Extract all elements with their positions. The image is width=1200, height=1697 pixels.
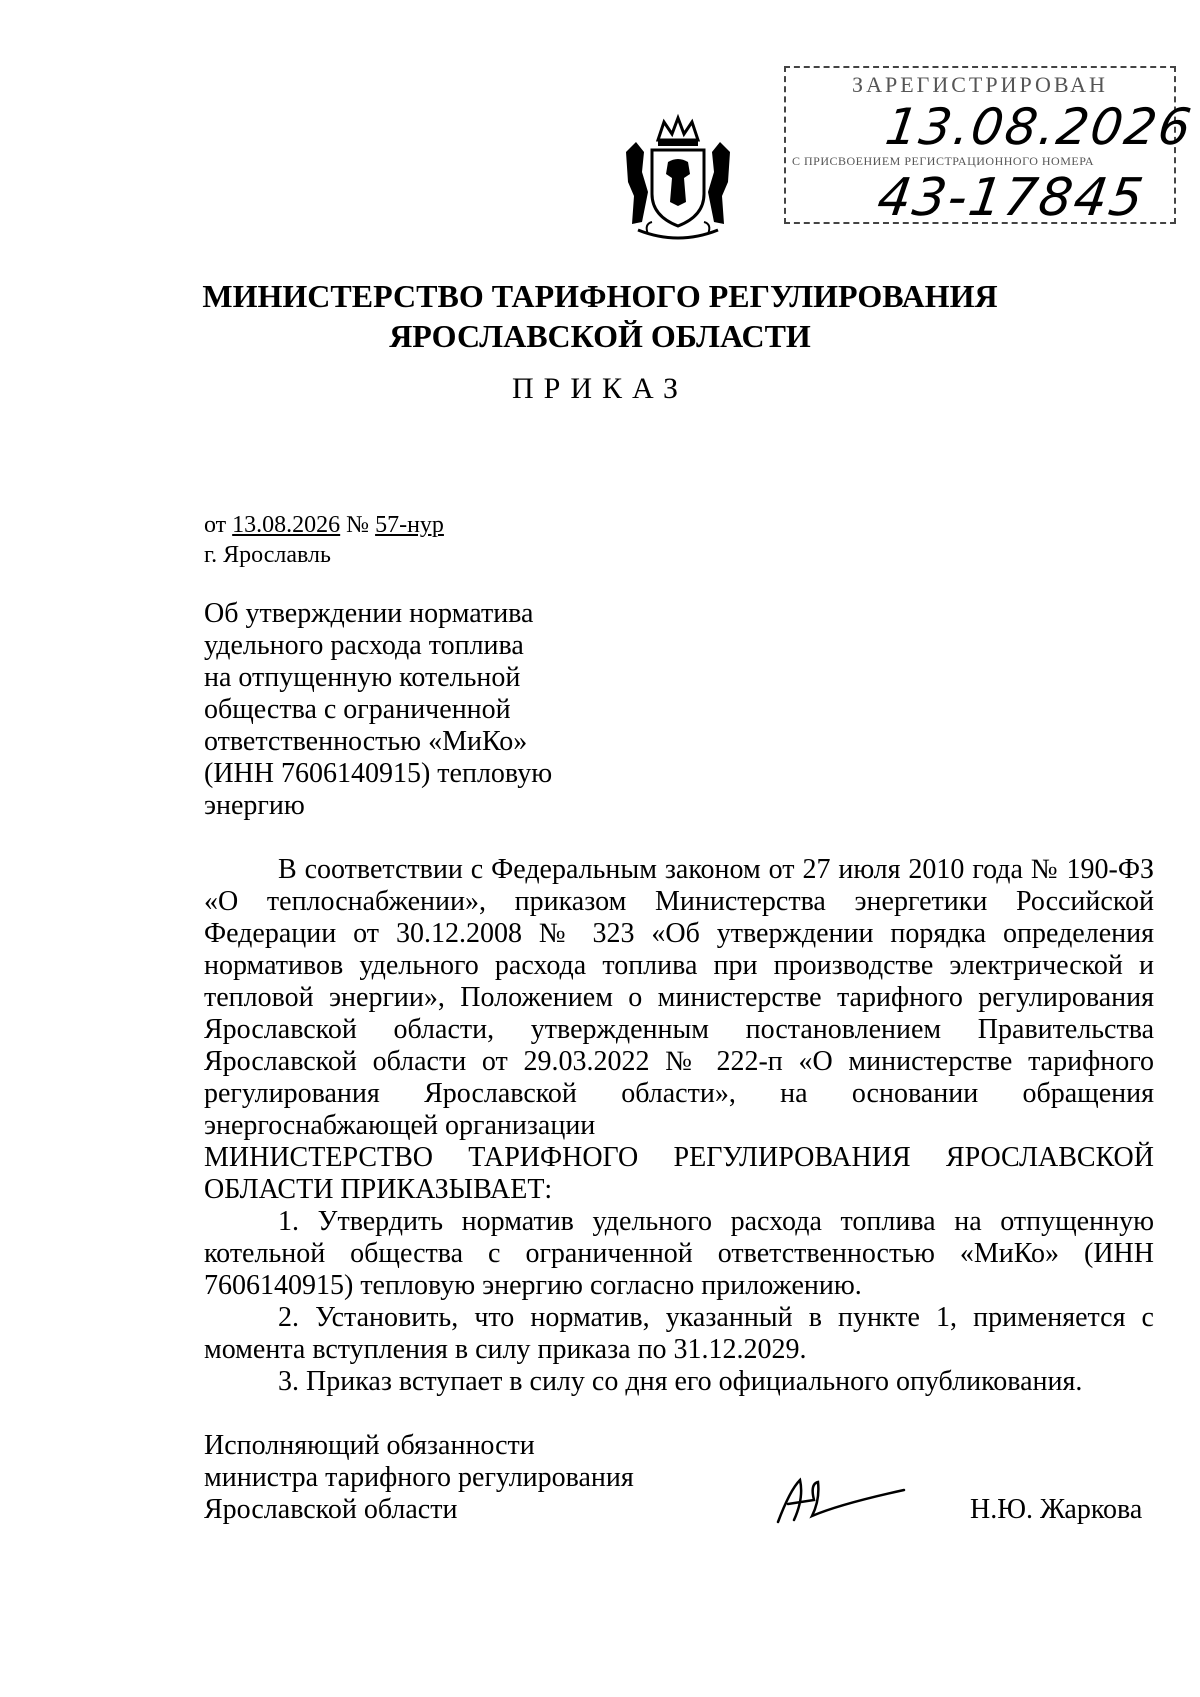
number-sign: № <box>346 512 370 538</box>
stamp-date: 13.08.2026 <box>881 98 1197 156</box>
order-item: 3. Приказ вступает в силу со дня его официального опубликования. <box>278 1366 1083 1397</box>
subject-line: общества с ограниченной <box>204 694 511 725</box>
subject-line: энергию <box>204 790 305 821</box>
date-prefix: от <box>204 512 227 538</box>
handwritten-signature-icon <box>770 1470 910 1530</box>
subject-line: (ИНН 7606140915) тепловую <box>204 758 553 789</box>
ministry-name-line2: ЯРОСЛАВСКОЙ ОБЛАСТИ <box>389 318 811 354</box>
subject-line: на отпущенную котельной <box>204 662 521 693</box>
order-date-number <box>204 510 444 540</box>
subject-line: удельного расхода топлива <box>204 630 524 661</box>
stamp-number: 43-17845 <box>873 168 1149 228</box>
registration-stamp <box>784 66 1197 228</box>
directive-paragraph: МИНИСТЕРСТВО ТАРИФНОГО РЕГУЛИРОВАНИЯ ЯРОСЛАВСКОЙ ОБЛАСТИ ПРИКАЗЫВАЕТ: <box>204 1142 1154 1205</box>
subject-line: ответственностью «МиКо» <box>204 726 528 757</box>
ministry-name-line1: МИНИСТЕРСТВО ТАРИФНОГО РЕГУЛИРОВАНИЯ <box>202 278 998 314</box>
position-line: Ярославской области <box>204 1494 458 1525</box>
order-body <box>204 854 1154 1398</box>
order-item: 2. Установить, что норматив, указанный в пункте 1, применяется с момента вступления в силу приказа по 31.12.2029. <box>204 1302 1154 1365</box>
signatory-position <box>204 1430 634 1526</box>
subject-line: Об утверждении норматива <box>204 598 534 629</box>
stamp-note: С ПРИСВОЕНИЕМ РЕГИСТРАЦИОННОГО НОМЕРА <box>792 154 1095 168</box>
coat-of-arms-icon <box>618 112 738 246</box>
order-subject <box>204 598 564 822</box>
stamp-title: ЗАРЕГИСТРИРОВАН <box>852 72 1108 97</box>
preamble-paragraph: В соответствии с Федеральным законом от 27 июля 2010 года № 190-ФЗ «О теплоснабжении», приказом Министерства энергетики Российской Федерации от 30.12.2008 № 323 «Об утверждении порядка определения нормативов удельного расхода топлива при производстве электрической и тепловой энергии», Положением о министерстве тарифного регулирования Ярославской области, утвержденным постановлением Правительства Ярославской области от 29.03.2022 № 222-п «О министерстве тарифного регулирования Ярославской области», на основании обращения энергоснабжающей организации <box>204 854 1154 1141</box>
order-number: 57-нур <box>375 512 444 538</box>
signer-name: Н.Ю. Жаркова <box>970 1494 1143 1525</box>
city: г. Ярославль <box>204 542 331 568</box>
order-date: 13.08.2026 <box>232 512 341 538</box>
position-line: министра тарифного регулирования <box>204 1462 634 1493</box>
position-line: Исполняющий обязанности <box>204 1430 535 1461</box>
order-item: 1. Утвердить норматив удельного расхода топлива на отпущенную котельной общества с ограниченной ответственностью «МиКо» (ИНН 7606140915) тепловую энергию согласно приложению. <box>204 1206 1154 1301</box>
document-type: ПРИКАЗ <box>512 372 688 405</box>
